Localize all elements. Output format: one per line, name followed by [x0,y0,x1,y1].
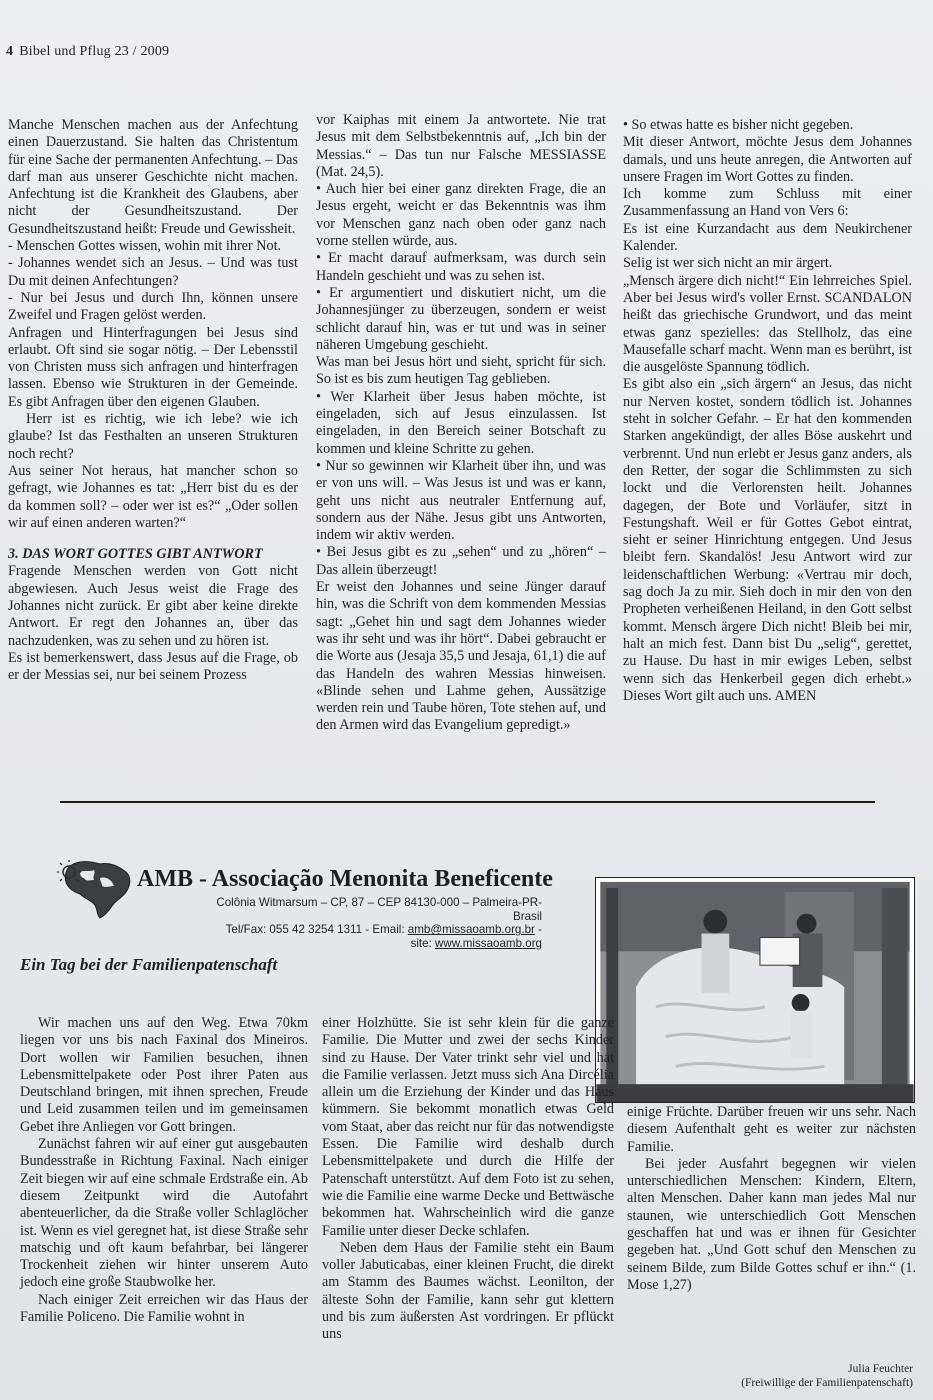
paragraph: Neben dem Haus der Familie steht ein Baum voller Jabuticabas, einer kleinen Frucht, die direkt am Stamm des Baumes wächst. Leonilton, der älteste Sohn der Familie, kann sehr gut klettern und bis zum äußersten Ast vordringen. Er pflückt uns [322,1239,614,1343]
bullet-paragraph: • So etwas hatte es bisher nicht gegeben. [623,117,854,133]
amb-contact [197,923,542,937]
paragraph: Selig ist wer sich nicht an mir ärgert. [623,255,833,272]
paragraph: „Mensch ärgere dich nicht!“ Ein lehrreiches Spiel. Aber bei Jesus wird's voller Ernst. SCANDALON heißt das griechische Grundwort, und das meint etwas ganz spezielles: das Stellholz, das eine Mausefalle scharf macht. Wenn man es berührt, ist die ausgelöste Spannung tödlich. [623,272,912,376]
section-divider [60,801,875,803]
paragraph: Manche Menschen machen aus der Anfechtung einen Dauerzustand. Sie halten das Christentum für eine Sache der permanenten Anfechtung. – Das darf man aus unserer Geschichte nicht machen. Anfechtung ist die Krankheit des Glaubens, aber nicht der Gesundheitszustand. Der Gesundheitszustand heißt: Freude und Gewissheit. [8,117,298,237]
bullet-paragraph: • Nur so gewinnen wir Klarheit über ihn, und was er von uns will. – Was Jesus ist und was er kann, geht uns nicht aus neutraler Entfernung auf, sondern aus der Nähe. Jesus gibt uns Antworten, indem wir aktiv werden. [316,457,606,544]
signature-name: Julia Feuchter [848,1363,913,1375]
paragraph: Bei jeder Ausfahrt begegnen wir vielen unterschiedlichen Menschen: Kindern, Eltern, alten Menschen. Daher kann man jedes Mal nur staunen, wie unterschiedlich Gott Menschen geschaffen hat und was er ihnen für Gesichter gegeben hat. „Und Gott schuf den Menschen zu seinem Bilde, zum Bilde Gottes schuf er ihn.“ (1. Mose 1,27) [627,1155,916,1293]
bullet-paragraph: • Er macht darauf aufmerksam, was durch sein Handeln geschieht und was zu sehen ist. [316,250,606,284]
paragraph: - Nur bei Jesus und durch Ihn, können unsere Zweifel und Fragen gelöst werden. [8,289,298,324]
signature-role: (Freiwillige der Familienpatenschaft) [741,1377,913,1389]
amb-logo-icon [56,858,134,920]
paragraph: Mit dieser Antwort, möchte Jesus dem Johannes damals, und uns heute anregen, die Antworten auf unsere Fragen im Wort Gottes zu finden. [623,134,912,185]
page-number: 4 [6,44,14,59]
paragraph: Es ist bemerkenswert, dass Jesus auf die Frage, ob er der Messias sei, nur bei seinem Prozess [8,649,298,684]
amb-site [197,937,542,951]
amb-contact-prefix: Tel/Fax: 055 42 3254 1311 - Email: [225,923,408,937]
bullet-paragraph: • Wer Klarheit über Jesus haben möchte, ist eingeladen, sich auf Jesus einzulassen. Ist eingeladen, in den Bereich seiner Botschaft zu kommen und kleine Schritte zu gehen. [316,388,606,457]
paragraph: Was man bei Jesus hört und sieht, spricht für sich. So ist es bis zum heutigen Tag geblieben. [316,354,606,388]
paragraph: Herr ist es richtig, wie ich lebe? wie ich glaube? Ist das Festhalten an unseren Strukturen noch recht? [8,411,298,462]
amb-address: Colônia Witmarsum – CP, 87 – CEP 84130-000 – Palmeira-PR-Brasil [216,896,542,923]
article-column-3 [627,1104,916,1294]
bullet-paragraph: • Bei Jesus gibt es zu „sehen“ und zu „hören“ – Das allein überzeugt! [316,544,606,578]
paragraph: Aus seiner Not heraus, hat mancher schon so gefragt, wie Johannes es tat: „Herr bist du es der da kommen soll? – oder wer ist es?“ „Oder sollen wir auf einen anderen warten?“ [8,462,298,531]
article-column-1 [20,1015,308,1326]
paragraph: Fragende Menschen werden von Gott nicht abgewiesen. Auch Jesus weist die Frage des Johannes nicht zurück. Er gibt aber keine direkte Antwort. Er regt den Johannes an, über das nachzudenken, was zu sehen und zu hören ist. [8,563,298,649]
paragraph: vor Kaiphas mit einem Ja antwortete. Nie trat Jesus mit dem Selbstbekenntnis auf, „Ich bin der Messias.“ – Das tun nur Falsche MESSIASSE (Mat. 24,5). [316,112,606,180]
amb-contact-suffix: - [534,923,542,937]
paragraph: - Menschen Gottes wissen, wohin mit ihrer Not. [8,238,282,255]
amb-title: AMB - Associação Menonita Beneficente [137,866,553,892]
paragraph: Es gibt also ein „sich ärgern“ an Jesus, das nicht nur Nerven kostet, sondern tödlich ist. Johannes steht in solcher Gefahr. – Er hat den kommenden Starken angekündigt, der alles Böse auskehrt und verbrennt. Und nun erlebt er Jesus ganz anders, als den Retter, der sogar die Schlimmsten zu sich lockt und die Verlorensten heilt. Johannes dagegen, der Bote und Vorläufer, sitzt in Festungshaft. Weil er für Gottes Gebot eintrat, sieht er seiner Hinrichtung entgegen. Und Jesus bleibt fern. Skandalös! Jesu Antwort wird zur leidenschaftlichen Werbung: «Vertrau mir doch, sag doch Ja zu mir. Sieh doch in mir den von den Propheten verheißenen Heiland, in den Gott selbst kommt. Mensch ärgere Dich nicht! Bleib bei mir, halt an mich fest. Dann bist Du „selig“, gerettet, zu Hause. Du hast in mir ewiges Leben, selbst wenn sich das Henkerbeil gegen dich erhebt.» Dieses Wort gilt auch uns. AMEN [623,376,912,704]
amb-site-prefix: site: [410,936,436,950]
paragraph: einer Holzhütte. Sie ist sehr klein für die ganze Familie. Die Mutter und zwei der sechs Kinder sind zu Hause. Der Vater trinkt sehr viel und hat die Familie verlassen. Jetzt muss sich Ana Dircélia allein um die Erziehung der Kinder und das Haus kümmern. Sie bekommt monatlich etwas Geld vom Staat, aber das reicht nur für das notwendigste Essen. Die Familie wird deshalb durch Lebensmittelpakete und durch die Hilfe der Patenschaft unterstützt. Auf dem Foto ist zu sehen, wie die Familie eine warme Decke und Bettwäsche bekommen hat. Wahrscheinlich wird die ganze Familie unter dieser Decke schlafen. [322,1015,614,1239]
bullet-paragraph: • Auch hier bei einer ganz direkten Frage, die an Jesus ergeht, weicht er das Bekenntnis was ihm vor Menschen ganz nach oben oder ganz nach vorne stellen würde, aus. [316,181,606,250]
paragraph: Wir machen uns auf den Weg. Etwa 70km liegen vor uns bis nach Faxinal dos Mineiros. Dort wollen wir Familien besuchen, ihnen Lebensmittelpakete oder Post ihrer Paten aus Deutschland bringen, mit ihnen sprechen, Freude und Leid zusammen teilen und im gemeinsamen Gebet ihre Anliegen vor Gott bringen. [20,1015,308,1135]
sermon-column-1 [8,117,298,685]
article-title: Ein Tag bei der Familienpatenschaft [20,955,278,974]
amb-contact-block [197,896,542,950]
amb-site-link[interactable]: www.missaoamb.org [435,936,542,950]
paragraph: Er weist den Johannes und seine Jünger darauf hin, was die Schrift von dem kommenden Messias sagt: „Gehet hin und sagt dem Johannes wieder was ihr seht und was ihr hört“. Dabei gebraucht er die Worte aus (Jesaja 35,5 und Jesaja, 61,1) die auf das Handeln des wahren Messias hinweisen. «Blinde sehen und Lahme gehen, Aussätzige werden rein und Taube hören, Tote stehen auf, und den Armen wird das Evangelium gepredigt.» [316,579,606,734]
section-heading: 3. DAS WORT GOTTES GIBT ANTWORT [8,546,263,563]
paragraph: Nach einiger Zeit erreichen wir das Haus der Familie Policeno. Die Familie wohnt in [20,1291,308,1326]
article-column-2 [322,1015,614,1344]
sermon-column-2 [316,112,606,735]
article-signature [741,1362,913,1390]
amb-email-link[interactable]: amb@missaoamb.org.br [407,923,535,937]
paragraph: einige Früchte. Darüber freuen wir uns sehr. Nach diesem Aufenthalt geht es weiter zur nächsten Familie. [627,1104,916,1155]
paragraph: Ich komme zum Schluss mit einer Zusammenfassung an Hand von Vers 6: [623,186,912,220]
paragraph: - Johannes wendet sich an Jesus. – Und was tust Du mit deinen Anfechtungen? [8,255,298,289]
sermon-column-3 [623,117,912,705]
family-photo [595,877,915,1103]
paragraph: Zunächst fahren wir auf einer gut ausgebauten Bundesstraße in Richtung Faxinal. Nach einiger Zeit biegen wir auf eine schmale Erdstraße ein. Ab diesem Zeitpunkt wird die Autofahrt abenteuerlicher, da die Straße voller Schlaglöcher ist. Wenn es viel geregnet hat, ist diese Straße sehr matschig und oft kaum befahrbar, bei längerer Trockenheit ziehen wir hinter unserem Auto jedoch eine große Staubwolke her. [20,1136,308,1291]
bullet-paragraph: • Er argumentiert und diskutiert nicht, um die Johannesjünger zu überzeugen, sondern er weist schlicht darauf hin, was er tut und was in seiner näheren Umgebung geschieht. [316,284,606,353]
paragraph: Es ist eine Kurzandacht aus dem Neukirchener Kalender. [623,220,912,255]
publication-title: Bibel und Pflug 23 / 2009 [19,44,170,59]
paragraph: Anfragen und Hinterfragungen bei Jesus sind erlaubt. Oft sind sie sogar nötig. – Der Lebensstil von Christen muss sich anfragen und hinterfragen lassen. Ebenso wie Strukturen in der Gemeinde. Es gibt Anfragen über den eigenen Glauben. [8,324,298,410]
page-header [6,44,169,60]
